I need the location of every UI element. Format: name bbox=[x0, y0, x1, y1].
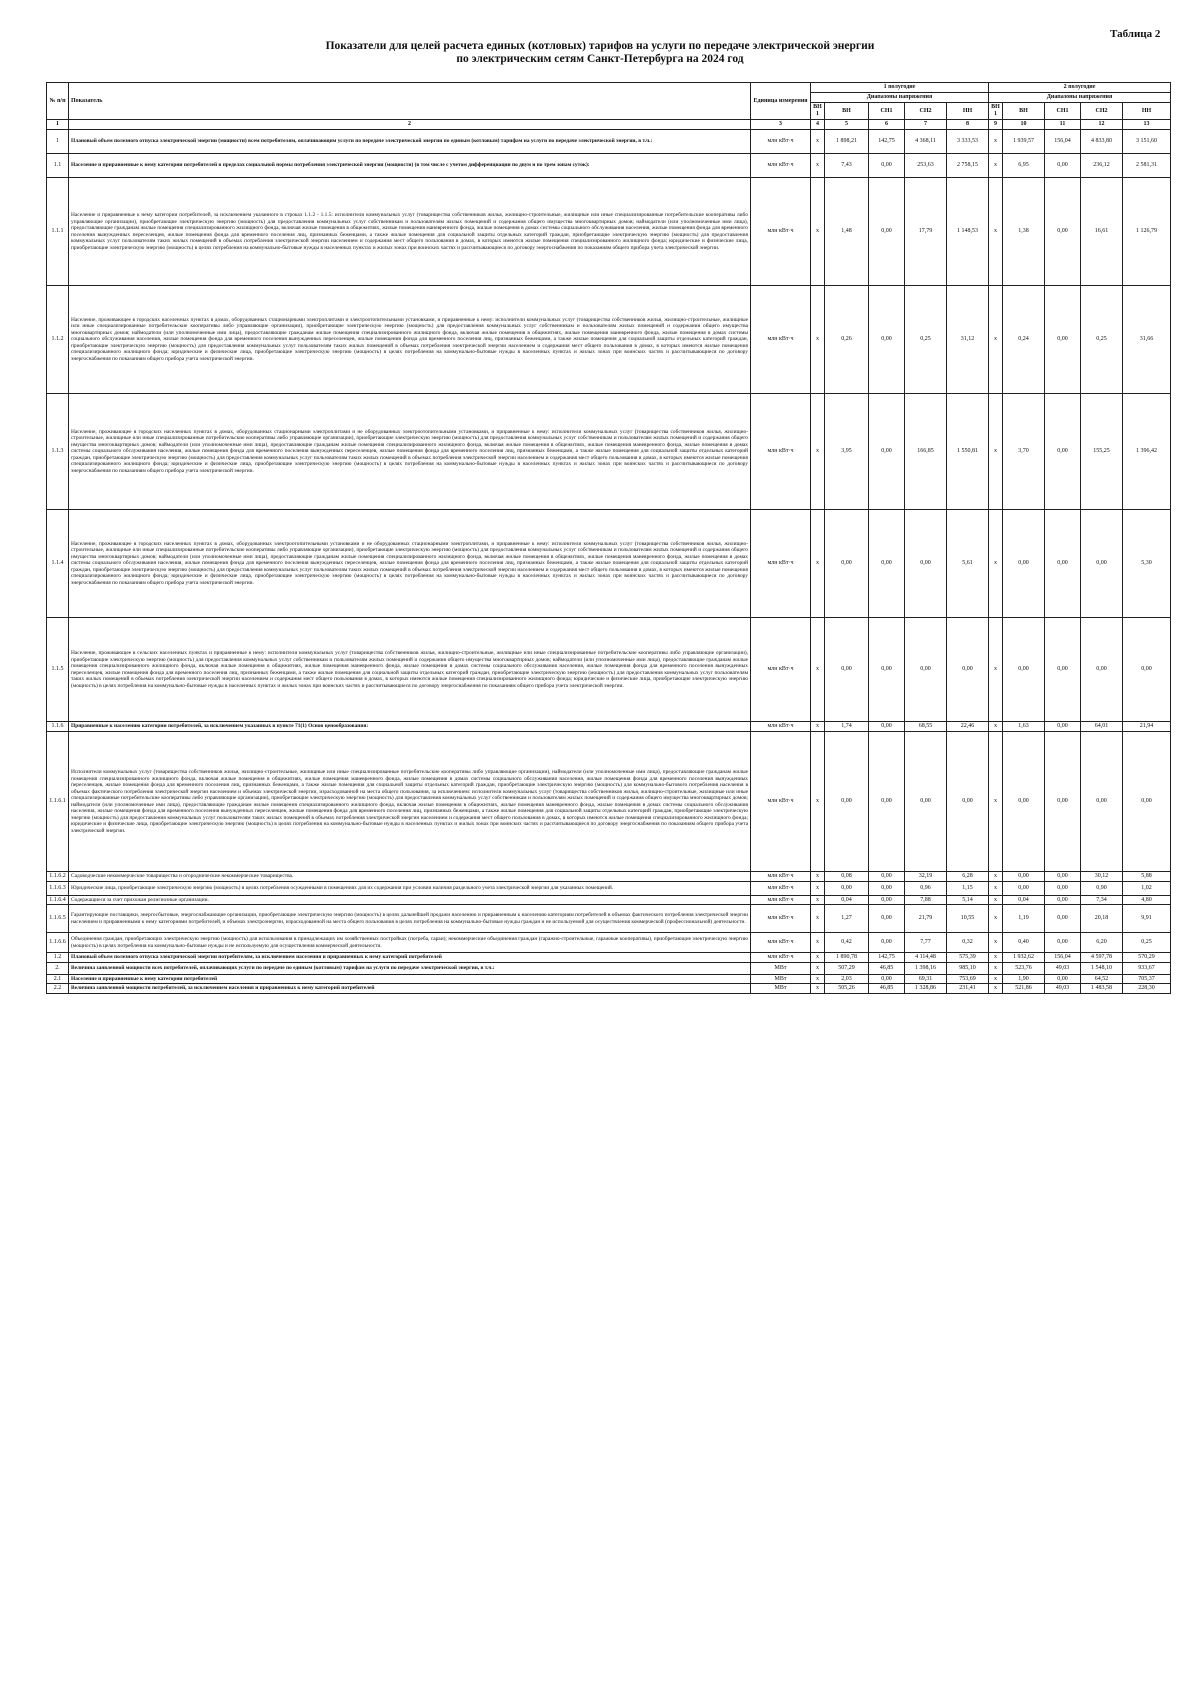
row-value: 31,12 bbox=[947, 286, 989, 394]
row-value: 7,77 bbox=[905, 933, 947, 953]
row-value: 69,31 bbox=[905, 974, 947, 984]
row-value: 22,46 bbox=[947, 722, 989, 732]
row-number: 2. bbox=[47, 962, 69, 974]
row-value: 0,00 bbox=[1081, 510, 1123, 618]
row-value: 0,00 bbox=[1003, 618, 1045, 722]
row-value: 0,00 bbox=[905, 618, 947, 722]
column-number: 7 bbox=[905, 120, 947, 130]
row-value: 1,19 bbox=[1003, 905, 1045, 933]
header-voltage-ranges-2: Диапазоны напряжения bbox=[989, 93, 1171, 103]
row-number: 1.1.6 bbox=[47, 722, 69, 732]
table-label: Таблица 2 bbox=[1110, 28, 1161, 40]
row-value: 7,43 bbox=[825, 154, 869, 178]
row-value: 0,00 bbox=[869, 394, 905, 510]
row-value: 0,32 bbox=[947, 933, 989, 953]
row-indicator: Население и приравненные к нему категории потребителей, за исключением указанного в строках 1.1.2 - 1.1.5: исполнители коммунальных услуг (товарищества собственников жилья, жилищно-строительные, жилищные или иные специализированные потребительские кооперативы либо управляющие организации), приобретающие электрическую энергию (мощность) для предоставления коммунальных услуг собственникам и пользователям жилых помещений и содержания общего имущества многоквартирных домов; наймодатели (или уполномоченные ими лица), предоставляющие гражданам жилые помещения специализированного жилищного фонда, включая жилые помещения в общежитиях, жилые помещения маневренного фонда, жилые помещения в домах системы социального обслуживания населения, жилые помещения фонда для временного поселения вынужденных переселенцев, жилые помещения фонда для временного поселения лиц, признанных беженцами, а также жилые помещения для социальной защиты отдельных категорий граждан, приобретающие электрическую энергию (мощность) для предоставления коммунальных услуг пользователям таких жилых помещений в объемах потребления электрической энергии населением и содержания мест общего пользования в домах, в которых имеются жилые помещения специализированного жилищного фонда; юридические и физические лица, приобретающие электрическую энергию (мощность) в целях потребления на коммунально-бытовые нужды в населенных пунктах и жилых зонах при воинских частях и рассчитывающиеся по договору энергоснабжения по показаниям общего прибора учета электрической энергии. bbox=[69, 178, 751, 286]
title-line-1: Показатели для целей расчета единых (котловых) тарифов на услуги по передаче электрической энергии bbox=[325, 40, 875, 52]
row-value: 1,74 bbox=[825, 722, 869, 732]
row-value: 2 581,31 bbox=[1123, 154, 1171, 178]
column-number: 3 bbox=[751, 120, 811, 130]
row-value: 0,00 bbox=[869, 881, 905, 895]
row-value: 142,75 bbox=[869, 130, 905, 154]
row-number: 1.1.3 bbox=[47, 394, 69, 510]
header-unit: Единица измерения bbox=[751, 83, 811, 120]
row-indicator: Население, проживающее в городских населенных пунктах в домах, оборудованных электроотопительными установками и не оборудованных стационарными электроплитами, и приравненные к нему: исполнители коммунальных услуг (товарищества собственников жилья, жилищно-строительные, жилищные или иные специализированные потребительские кооперативы либо управляющие организации), приобретающие электрическую энергию (мощность) для предоставления коммунальных услуг собственникам и пользователям жилых помещений и содержания общего имущества многоквартирных домов; наймодатели (или уполномоченные ими лица), предоставляющие гражданам жилые помещения специализированного жилищного фонда, включая жилые помещения в общежитиях, жилые помещения маневренного фонда, жилые помещения в домах системы социального обслуживания населения, жилые помещения фонда для временного поселения вынужденных переселенцев, жилые помещения фонда для временного поселения лиц, признанных беженцами, а также жилые помещения для социальной защиты отдельных категорий граждан, приобретающие электрическую энергию (мощность) для предоставления коммунальных услуг пользователям таких жилых помещений в объемах потребления электрической энергии населением и содержания мест общего пользования в домах, в которых имеются жилые помещения специализированного жилищного фонда; юридические и физические лица, приобретающие электрическую энергию (мощность) в целях потребления на коммунально-бытовые нужды в населенных пунктах и жилых зонах при воинских частях и рассчитывающиеся по договору энергоснабжения по показаниям общего прибора учета электрической энергии. bbox=[69, 510, 751, 618]
row-value: 0,00 bbox=[1003, 732, 1045, 872]
row-value: 0,00 bbox=[1003, 872, 1045, 882]
row-value: x bbox=[989, 510, 1003, 618]
row-value: x bbox=[989, 962, 1003, 974]
row-indicator: Содержащиеся за счет прихожан религиозные организации. bbox=[69, 895, 751, 905]
row-indicator: Население и приравненные к нему категории потребителей в пределах социальной нормы потребления электрической энергии (мощности) (в том числе с учетом дифференциации по двум и по трем зонам суток): bbox=[69, 154, 751, 178]
row-unit: млн кВт·ч bbox=[751, 510, 811, 618]
row-value: 7,34 bbox=[1081, 895, 1123, 905]
row-value: 0,00 bbox=[869, 732, 905, 872]
row-unit: млн кВт·ч bbox=[751, 953, 811, 963]
column-number: 6 bbox=[869, 120, 905, 130]
document-title bbox=[200, 40, 1000, 66]
row-number: 1.1.2 bbox=[47, 286, 69, 394]
row-value: 1 890,78 bbox=[825, 953, 869, 963]
table-row bbox=[47, 394, 1171, 510]
row-value: 155,25 bbox=[1081, 394, 1123, 510]
row-value: 0,00 bbox=[869, 933, 905, 953]
row-value: x bbox=[989, 905, 1003, 933]
table-row bbox=[47, 881, 1171, 895]
row-number: 2.2 bbox=[47, 984, 69, 994]
row-value: 68,55 bbox=[905, 722, 947, 732]
row-value: x bbox=[989, 953, 1003, 963]
table-row bbox=[47, 732, 1171, 872]
table-body bbox=[47, 130, 1171, 994]
row-value: x bbox=[811, 974, 825, 984]
row-value: 0,00 bbox=[1045, 895, 1081, 905]
row-value: 228,30 bbox=[1123, 984, 1171, 994]
header-indicator: Показатель bbox=[69, 83, 751, 120]
column-number: 12 bbox=[1081, 120, 1123, 130]
row-value: 3,95 bbox=[825, 394, 869, 510]
row-value: x bbox=[989, 974, 1003, 984]
table-row bbox=[47, 722, 1171, 732]
row-value: 1 396,42 bbox=[1123, 394, 1171, 510]
row-value: 575,39 bbox=[947, 953, 989, 963]
row-indicator: Гарантирующие поставщики, энергосбытовые, энергоснабжающие организации, приобретающие электрическую энергию (мощность) в целях дальнейшей продажи населению и приравненным к населению категориям потребителей в объемах фактического потребления электрической энергии населением и приравненными к нему категориями потребителей, и объемах электроэнергии, израсходованной на места общего пользования в целях потребления на коммунально-бытовые нужды граждан и не используемой для осуществления коммерческой (профессиональной) деятельности. bbox=[69, 905, 751, 933]
row-value: 0,00 bbox=[1045, 178, 1081, 286]
column-number: 8 bbox=[947, 120, 989, 130]
row-value: 1,48 bbox=[825, 178, 869, 286]
table-row bbox=[47, 974, 1171, 984]
row-value: 17,79 bbox=[905, 178, 947, 286]
column-number: 4 bbox=[811, 120, 825, 130]
header-level: СН1 bbox=[1045, 103, 1081, 120]
row-number: 1.1.6.2 bbox=[47, 872, 69, 882]
row-unit: млн кВт·ч bbox=[751, 722, 811, 732]
row-value: x bbox=[989, 286, 1003, 394]
header-half-1: 1 полугодие bbox=[811, 83, 989, 93]
row-value: 0,00 bbox=[1045, 510, 1081, 618]
row-value: 0,04 bbox=[825, 895, 869, 905]
header-level: ВН bbox=[1003, 103, 1045, 120]
row-value: 236,12 bbox=[1081, 154, 1123, 178]
row-indicator: Юридические лица, приобретающие электрическую энергию (мощность) в целях потребления осужденными в помещениях для их содержания при условии наличия раздельного учета электрической энергии для указанных помещений. bbox=[69, 881, 751, 895]
row-value: 705,37 bbox=[1123, 974, 1171, 984]
row-value: 1,38 bbox=[1003, 178, 1045, 286]
row-value: 1,63 bbox=[1003, 722, 1045, 732]
title-line-2: по электрическим сетям Санкт-Петербурга на 2024 год bbox=[456, 53, 744, 65]
row-indicator: Население, проживающее в сельских населенных пунктах и приравненные к нему: исполнители коммунальных услуг (товарищества собственников жилья, жилищно-строительные, жилищные или иные специализированные потребительские кооперативы либо управляющие организации), приобретающие электрическую энергию (мощность) для предоставления коммунальных услуг собственникам и пользователям жилых помещений и содержания общего имущества многоквартирных домов; наймодатели (или уполномоченные ими лица), предоставляющие гражданам жилые помещения специализированного жилищного фонда, включая жилые помещения в общежитиях, жилые помещения маневренного фонда, жилые помещения в домах системы социального обслуживания населения, жилые помещения фонда для временного поселения вынужденных переселенцев, жилые помещения фонда для временного поселения лиц, признанных беженцами, а также жилые помещения для социальной защиты отдельных категорий граждан, приобретающие электрическую энергию (мощность) для предоставления коммунальных услуг пользователям таких жилых помещений в объемах потребления электрической энергии населением и содержания мест общего пользования в домах, в которых имеются жилые помещения специализированного жилищного фонда; юридические и физические лица, приобретающие электрическую энергию (мощность) в целях потребления на коммунально-бытовые нужды в населенных пунктах и жилых зонах при воинских частях и рассчитывающиеся по договору энергоснабжения по показаниям общего прибора учета электрической энергии. bbox=[69, 618, 751, 722]
row-value: 0,08 bbox=[825, 872, 869, 882]
row-value: x bbox=[811, 618, 825, 722]
row-value: 0,00 bbox=[1045, 286, 1081, 394]
row-value: 0,00 bbox=[1123, 732, 1171, 872]
column-number: 11 bbox=[1045, 120, 1081, 130]
header-level: ВН1 bbox=[989, 103, 1003, 120]
row-unit: млн кВт·ч bbox=[751, 905, 811, 933]
row-value: 0,96 bbox=[905, 881, 947, 895]
row-value: 4 114,48 bbox=[905, 953, 947, 963]
row-number: 1.1.6.3 bbox=[47, 881, 69, 895]
row-number: 1.1.6.1 bbox=[47, 732, 69, 872]
row-number: 1.1.6.5 bbox=[47, 905, 69, 933]
row-value: 0,00 bbox=[905, 510, 947, 618]
row-value: 0,00 bbox=[1045, 618, 1081, 722]
row-value: 6,95 bbox=[1003, 154, 1045, 178]
row-number: 1.1.4 bbox=[47, 510, 69, 618]
row-value: 3 151,60 bbox=[1123, 130, 1171, 154]
row-value: 231,41 bbox=[947, 984, 989, 994]
row-value: 49,03 bbox=[1045, 962, 1081, 974]
header-num: № п/п bbox=[47, 83, 69, 120]
row-unit: млн кВт·ч bbox=[751, 872, 811, 882]
row-value: x bbox=[989, 722, 1003, 732]
column-number: 5 bbox=[825, 120, 869, 130]
row-value: 1 126,79 bbox=[1123, 178, 1171, 286]
row-value: x bbox=[811, 905, 825, 933]
row-value: x bbox=[989, 984, 1003, 994]
row-value: 985,10 bbox=[947, 962, 989, 974]
row-value: 753,69 bbox=[947, 974, 989, 984]
row-value: 1 550,81 bbox=[947, 394, 989, 510]
table-row bbox=[47, 178, 1171, 286]
row-value: 0,00 bbox=[869, 722, 905, 732]
row-value: 0,00 bbox=[1045, 154, 1081, 178]
table-row bbox=[47, 510, 1171, 618]
row-value: 6,20 bbox=[1081, 933, 1123, 953]
row-number: 2.1 bbox=[47, 974, 69, 984]
table-row bbox=[47, 130, 1171, 154]
row-value: 4,80 bbox=[1123, 895, 1171, 905]
row-value: 0,25 bbox=[905, 286, 947, 394]
row-value: 46,85 bbox=[869, 984, 905, 994]
row-unit: млн кВт·ч bbox=[751, 394, 811, 510]
row-value: 4 833,80 bbox=[1081, 130, 1123, 154]
row-indicator: Исполнители коммунальных услуг (товарищества собственников жилья, жилищно-строительные, жилищные или иные специализированные потребительские кооперативы либо управляющие организации), наймодатели (или уполномоченные ими лица), предоставляющие гражданам жилые помещения специализированного жилищного фонда, включая жилые помещения в общежитиях, жилые помещения маневренного фонда, жилые помещения в домах системы социального обслуживания населения, жилые помещения фонда для временного поселения вынужденных переселенцев, жилые помещения фонда для временного поселения лиц, признанных беженцами, а также жилые помещения для социальной защиты отдельных категорий граждан, приобретающие электрическую энергию (мощность) для коммунально-бытового потребления населения в объемах фактического потребления электрической энергии населением и объемах электрической энергии, израсходованной на места общего пользования, за исключением: исполнители коммунальных услуг (товарищества собственников жилья, жилищно-строительные, жилищные или иные специализированные потребительские кооперативы либо управляющие организации), приобретающие электрическую энергию (мощность) для предоставления коммунальных услуг собственникам и пользователям жилых помещений и содержания общего имущества многоквартирных домов; наймодатели (или уполномоченные ими лица), предоставляющие гражданам жилые помещения специализированного жилищного фонда, включая жилые помещения в общежитиях, жилые помещения маневренного фонда, жилые помещения в домах системы социального обслуживания населения, жилые помещения фонда для временного поселения вынужденных переселенцев, жилые помещения фонда для временного поселения лиц, признанных беженцами, а также жилые помещения для социальной защиты отдельных категорий граждан, приобретающие электрическую энергию (мощность) для предоставления коммунальных услуг пользователям таких жилых помещений в объемах потребления электрической энергии населением и содержания мест общего пользования в домах, в которых имеются жилые помещения специализированного жилищного фонда; юридические и физические лица, приобретающие электрическую энергию (мощность) в целях потребления на коммунально-бытовые нужды в населенных пунктах и жилых зонах при воинских частях и рассчитывающиеся по договору энергоснабжения по показаниям общего прибора учета электрической энергии. bbox=[69, 732, 751, 872]
row-value: 0,26 bbox=[825, 286, 869, 394]
row-indicator: Население и приравненные к нему категории потребителей bbox=[69, 974, 751, 984]
row-value: 3,70 bbox=[1003, 394, 1045, 510]
row-value: 0,00 bbox=[1081, 732, 1123, 872]
row-value: 21,79 bbox=[905, 905, 947, 933]
row-value: 0,00 bbox=[869, 510, 905, 618]
row-unit: МВт bbox=[751, 974, 811, 984]
row-value: 570,29 bbox=[1123, 953, 1171, 963]
row-value: 0,00 bbox=[869, 872, 905, 882]
row-value: 523,76 bbox=[1003, 962, 1045, 974]
row-value: x bbox=[811, 178, 825, 286]
row-value: 142,75 bbox=[869, 953, 905, 963]
row-value: 507,29 bbox=[825, 962, 869, 974]
row-value: 1,27 bbox=[825, 905, 869, 933]
row-indicator: Население, проживающее в городских населенных пунктах в домах, оборудованных стационарными электроплитами и электроотопительными установками, и приравненные к нему: исполнители коммунальных услуг (товарищества собственников жилья, жилищно-строительные, жилищные или иные специализированные потребительские кооперативы либо управляющие организации), приобретающие электрическую энергию (мощность) для предоставления коммунальных услуг собственникам и пользователям жилых помещений и содержания общего имущества многоквартирных домов; наймодатели (или уполномоченные ими лица), предоставляющие гражданам жилые помещения специализированного жилищного фонда, включая жилые помещения в общежитиях, жилые помещения маневренного фонда, жилые помещения в домах системы социального обслуживания населения, жилые помещения фонда для временного поселения вынужденных переселенцев, жилые помещения фонда для временного поселения лиц, признанных беженцами, а также жилые помещения для социальной защиты отдельных категорий граждан, приобретающие электрическую энергию (мощность) для предоставления коммунальных услуг пользователям таких жилых помещений в объемах потребления электрической энергии населением и содержания мест общего пользования в домах, в которых имеются жилые помещения специализированного жилищного фонда; юридические и физические лица, приобретающие электрическую энергию (мощность) в целях потребления на коммунально-бытовые нужды в населенных пунктах и жилых зонах при воинских частях и рассчитывающиеся по договору энергоснабжения по показаниям общего прибора учета электрической энергии. bbox=[69, 286, 751, 394]
row-value: 0,00 bbox=[1045, 722, 1081, 732]
row-value: 0,00 bbox=[1045, 974, 1081, 984]
row-value: x bbox=[811, 130, 825, 154]
table-header bbox=[47, 83, 1171, 130]
row-value: 0,00 bbox=[869, 618, 905, 722]
row-value: 156,04 bbox=[1045, 130, 1081, 154]
row-value: 21,94 bbox=[1123, 722, 1171, 732]
table-row bbox=[47, 872, 1171, 882]
row-value: 0,00 bbox=[1045, 881, 1081, 895]
row-value: 5,61 bbox=[947, 510, 989, 618]
row-value: 0,00 bbox=[1045, 905, 1081, 933]
table-row bbox=[47, 286, 1171, 394]
row-value: 30,12 bbox=[1081, 872, 1123, 882]
row-value: x bbox=[811, 953, 825, 963]
row-value: 2 758,15 bbox=[947, 154, 989, 178]
column-number: 9 bbox=[989, 120, 1003, 130]
row-indicator: Население, проживающее в городских населенных пунктах в домах, оборудованных стационарными электроплитами и не оборудованных электроотопительными установками, и приравненные к нему: исполнители коммунальных услуг (товарищества собственников жилья, жилищно-строительные, жилищные или иные специализированные потребительские кооперативы либо управляющие организации), приобретающие электрическую энергию (мощность) для предоставления коммунальных услуг собственникам и пользователям жилых помещений и содержания общего имущества многоквартирных домов; наймодатели (или уполномоченные ими лица), предоставляющие гражданам жилые помещения специализированного жилищного фонда, включая жилые помещения в общежитиях, жилые помещения маневренного фонда, жилые помещения в домах системы социального обслуживания населения, жилые помещения фонда для временного поселения вынужденных переселенцев, жилые помещения фонда для временного поселения лиц, признанных беженцами, а также жилые помещения для социальной защиты отдельных категорий граждан, приобретающие электрическую энергию (мощность) для предоставления коммунальных услуг пользователям таких жилых помещений в объемах потребления электрической энергии населением и содержания мест общего пользования в домах, в которых имеются жилые помещения специализированного жилищного фонда; юридические и физические лица, приобретающие электрическую энергию (мощность) в целях потребления на коммунально-бытовые нужды в населенных пунктах и жилых зонах при воинских частях и рассчитывающиеся по договору энергоснабжения по показаниям общего прибора учета электрической энергии. bbox=[69, 394, 751, 510]
header-level: НН bbox=[1123, 103, 1171, 120]
row-value: 1 898,21 bbox=[825, 130, 869, 154]
row-value: 6,28 bbox=[947, 872, 989, 882]
row-unit: млн кВт·ч bbox=[751, 154, 811, 178]
row-value: 521,86 bbox=[1003, 984, 1045, 994]
row-indicator: Плановый объем полезного отпуска электрической энергии потребителям, за исключением населения и приравненных к нему категорий потребителей bbox=[69, 953, 751, 963]
row-value: 1,90 bbox=[1003, 974, 1045, 984]
header-voltage-ranges-1: Диапазоны напряжения bbox=[811, 93, 989, 103]
row-value: x bbox=[811, 933, 825, 953]
row-value: 0,00 bbox=[825, 732, 869, 872]
row-value: x bbox=[989, 178, 1003, 286]
row-indicator: Объединения граждан, приобретающих электрическую энергию (мощность) для использования в принадлежащих им хозяйственных постройках (погреба, сараи); некоммерческие объединения граждан (гаражно-строительные, гаражные кооперативы), приобретающие электрическую энергию (мощность) в целях потребления на коммунально-бытовые нужды и не используемую для осуществления коммерческой деятельности. bbox=[69, 933, 751, 953]
row-value: 10,55 bbox=[947, 905, 989, 933]
row-unit: МВт bbox=[751, 984, 811, 994]
row-value: x bbox=[811, 895, 825, 905]
row-indicator: Приравненные к населению категории потребителей, за исключением указанных в пункте 71(1) Основ ценообразования: bbox=[69, 722, 751, 732]
row-indicator: Величина заявленной мощности потребителей, за исключением населения и приравненных к нему категорий потребителей bbox=[69, 984, 751, 994]
row-value: 0,00 bbox=[825, 510, 869, 618]
row-number: 1.1.6.4 bbox=[47, 895, 69, 905]
row-value: 32,19 bbox=[905, 872, 947, 882]
row-value: 3 333,53 bbox=[947, 130, 989, 154]
row-value: x bbox=[989, 618, 1003, 722]
row-value: 0,00 bbox=[1003, 510, 1045, 618]
row-value: 5,88 bbox=[1123, 872, 1171, 882]
row-value: 46,85 bbox=[869, 962, 905, 974]
row-indicator: Величина заявленной мощности всех потребителей, оплачивающих услуги по передаче по единым (котловым) тарифам на услуги по передаче электрической энергии, в т.ч.: bbox=[69, 962, 751, 974]
row-value: 5,14 bbox=[947, 895, 989, 905]
table-row bbox=[47, 905, 1171, 933]
row-value: x bbox=[989, 933, 1003, 953]
row-value: 1 398,16 bbox=[905, 962, 947, 974]
row-number: 1 bbox=[47, 130, 69, 154]
row-value: 0,00 bbox=[905, 732, 947, 872]
row-value: 0,00 bbox=[869, 974, 905, 984]
row-value: 156,04 bbox=[1045, 953, 1081, 963]
row-value: x bbox=[811, 732, 825, 872]
header-level: СН2 bbox=[905, 103, 947, 120]
row-value: 16,61 bbox=[1081, 178, 1123, 286]
row-value: x bbox=[811, 286, 825, 394]
row-value: 0,00 bbox=[869, 905, 905, 933]
row-value: x bbox=[989, 732, 1003, 872]
row-value: 253,63 bbox=[905, 154, 947, 178]
row-unit: МВт bbox=[751, 962, 811, 974]
header-level: ВН1 bbox=[811, 103, 825, 120]
row-value: 505,26 bbox=[825, 984, 869, 994]
row-value: x bbox=[811, 510, 825, 618]
row-value: x bbox=[811, 881, 825, 895]
row-value: x bbox=[811, 984, 825, 994]
row-value: 1 483,58 bbox=[1081, 984, 1123, 994]
row-value: x bbox=[989, 394, 1003, 510]
row-value: x bbox=[989, 872, 1003, 882]
row-unit: млн кВт·ч bbox=[751, 895, 811, 905]
row-value: 0,00 bbox=[1045, 394, 1081, 510]
row-value: x bbox=[811, 722, 825, 732]
row-value: x bbox=[989, 895, 1003, 905]
header-level: ВН bbox=[825, 103, 869, 120]
row-value: 0,00 bbox=[1045, 732, 1081, 872]
table-row bbox=[47, 984, 1171, 994]
row-unit: млн кВт·ч bbox=[751, 178, 811, 286]
row-value: 0,00 bbox=[947, 618, 989, 722]
row-value: 0,00 bbox=[869, 154, 905, 178]
column-number: 2 bbox=[69, 120, 751, 130]
row-value: 933,67 bbox=[1123, 962, 1171, 974]
row-value: 0,00 bbox=[947, 732, 989, 872]
row-value: 0,00 bbox=[1081, 618, 1123, 722]
column-number-row bbox=[47, 120, 1171, 130]
row-unit: млн кВт·ч bbox=[751, 881, 811, 895]
row-value: x bbox=[811, 872, 825, 882]
row-value: 0,00 bbox=[1123, 618, 1171, 722]
row-value: x bbox=[811, 962, 825, 974]
row-value: 31,66 bbox=[1123, 286, 1171, 394]
header-level: НН bbox=[947, 103, 989, 120]
row-value: 0,00 bbox=[869, 178, 905, 286]
row-value: 49,03 bbox=[1045, 984, 1081, 994]
row-value: 4 597,78 bbox=[1081, 953, 1123, 963]
row-value: 1,15 bbox=[947, 881, 989, 895]
table-row bbox=[47, 962, 1171, 974]
row-number: 1.1.6.6 bbox=[47, 933, 69, 953]
row-value: 5,30 bbox=[1123, 510, 1171, 618]
row-unit: млн кВт·ч bbox=[751, 130, 811, 154]
table-row bbox=[47, 953, 1171, 963]
row-unit: млн кВт·ч bbox=[751, 933, 811, 953]
row-value: 1 939,57 bbox=[1003, 130, 1045, 154]
row-value: 0,00 bbox=[1045, 933, 1081, 953]
row-unit: млн кВт·ч bbox=[751, 286, 811, 394]
row-value: 166,85 bbox=[905, 394, 947, 510]
row-value: 7,88 bbox=[905, 895, 947, 905]
row-value: 1 328,86 bbox=[905, 984, 947, 994]
row-number: 1.1 bbox=[47, 154, 69, 178]
header-level: СН1 bbox=[869, 103, 905, 120]
row-value: x bbox=[811, 394, 825, 510]
row-number: 1.1.1 bbox=[47, 178, 69, 286]
row-indicator: Плановый объем полезного отпуска электрической энергии (мощности) всем потребителям, оплачивающим услуги по передаче электрической энергии по единым (котловым) тарифам на услуги по передаче электрической энергии, в т.ч.: bbox=[69, 130, 751, 154]
row-value: 0,00 bbox=[825, 881, 869, 895]
row-value: 0,42 bbox=[825, 933, 869, 953]
column-number: 1 bbox=[47, 120, 69, 130]
row-value: 0,00 bbox=[869, 286, 905, 394]
row-value: 0,24 bbox=[1003, 286, 1045, 394]
row-value: x bbox=[989, 154, 1003, 178]
row-value: 0,90 bbox=[1081, 881, 1123, 895]
row-value: 0,25 bbox=[1123, 933, 1171, 953]
row-value: x bbox=[989, 130, 1003, 154]
row-value: 1 148,53 bbox=[947, 178, 989, 286]
table-row bbox=[47, 895, 1171, 905]
table-row bbox=[47, 618, 1171, 722]
header-level: СН2 bbox=[1081, 103, 1123, 120]
row-value: 64,52 bbox=[1081, 974, 1123, 984]
row-value: x bbox=[989, 881, 1003, 895]
row-value: 0,04 bbox=[1003, 895, 1045, 905]
row-value: x bbox=[811, 154, 825, 178]
row-value: 2,03 bbox=[825, 974, 869, 984]
row-unit: млн кВт·ч bbox=[751, 732, 811, 872]
row-value: 0,00 bbox=[825, 618, 869, 722]
row-value: 4 368,11 bbox=[905, 130, 947, 154]
tariff-table bbox=[46, 82, 1171, 994]
row-unit: млн кВт·ч bbox=[751, 618, 811, 722]
row-value: 0,00 bbox=[1045, 872, 1081, 882]
row-value: 0,00 bbox=[1003, 881, 1045, 895]
row-indicator: Садоводческие некоммерческие товарищества и огороднические некоммерческие товарищества. bbox=[69, 872, 751, 882]
header-half-2: 2 полугодие bbox=[989, 83, 1171, 93]
row-value: 1 548,10 bbox=[1081, 962, 1123, 974]
column-number: 10 bbox=[1003, 120, 1045, 130]
column-number: 13 bbox=[1123, 120, 1171, 130]
row-value: 0,25 bbox=[1081, 286, 1123, 394]
row-value: 9,91 bbox=[1123, 905, 1171, 933]
table-row bbox=[47, 154, 1171, 178]
row-number: 1.1.5 bbox=[47, 618, 69, 722]
row-value: 1,02 bbox=[1123, 881, 1171, 895]
row-number: 1.2 bbox=[47, 953, 69, 963]
row-value: 0,40 bbox=[1003, 933, 1045, 953]
row-value: 0,00 bbox=[869, 895, 905, 905]
table-row bbox=[47, 933, 1171, 953]
row-value: 64,01 bbox=[1081, 722, 1123, 732]
row-value: 1 932,62 bbox=[1003, 953, 1045, 963]
row-value: 20,18 bbox=[1081, 905, 1123, 933]
